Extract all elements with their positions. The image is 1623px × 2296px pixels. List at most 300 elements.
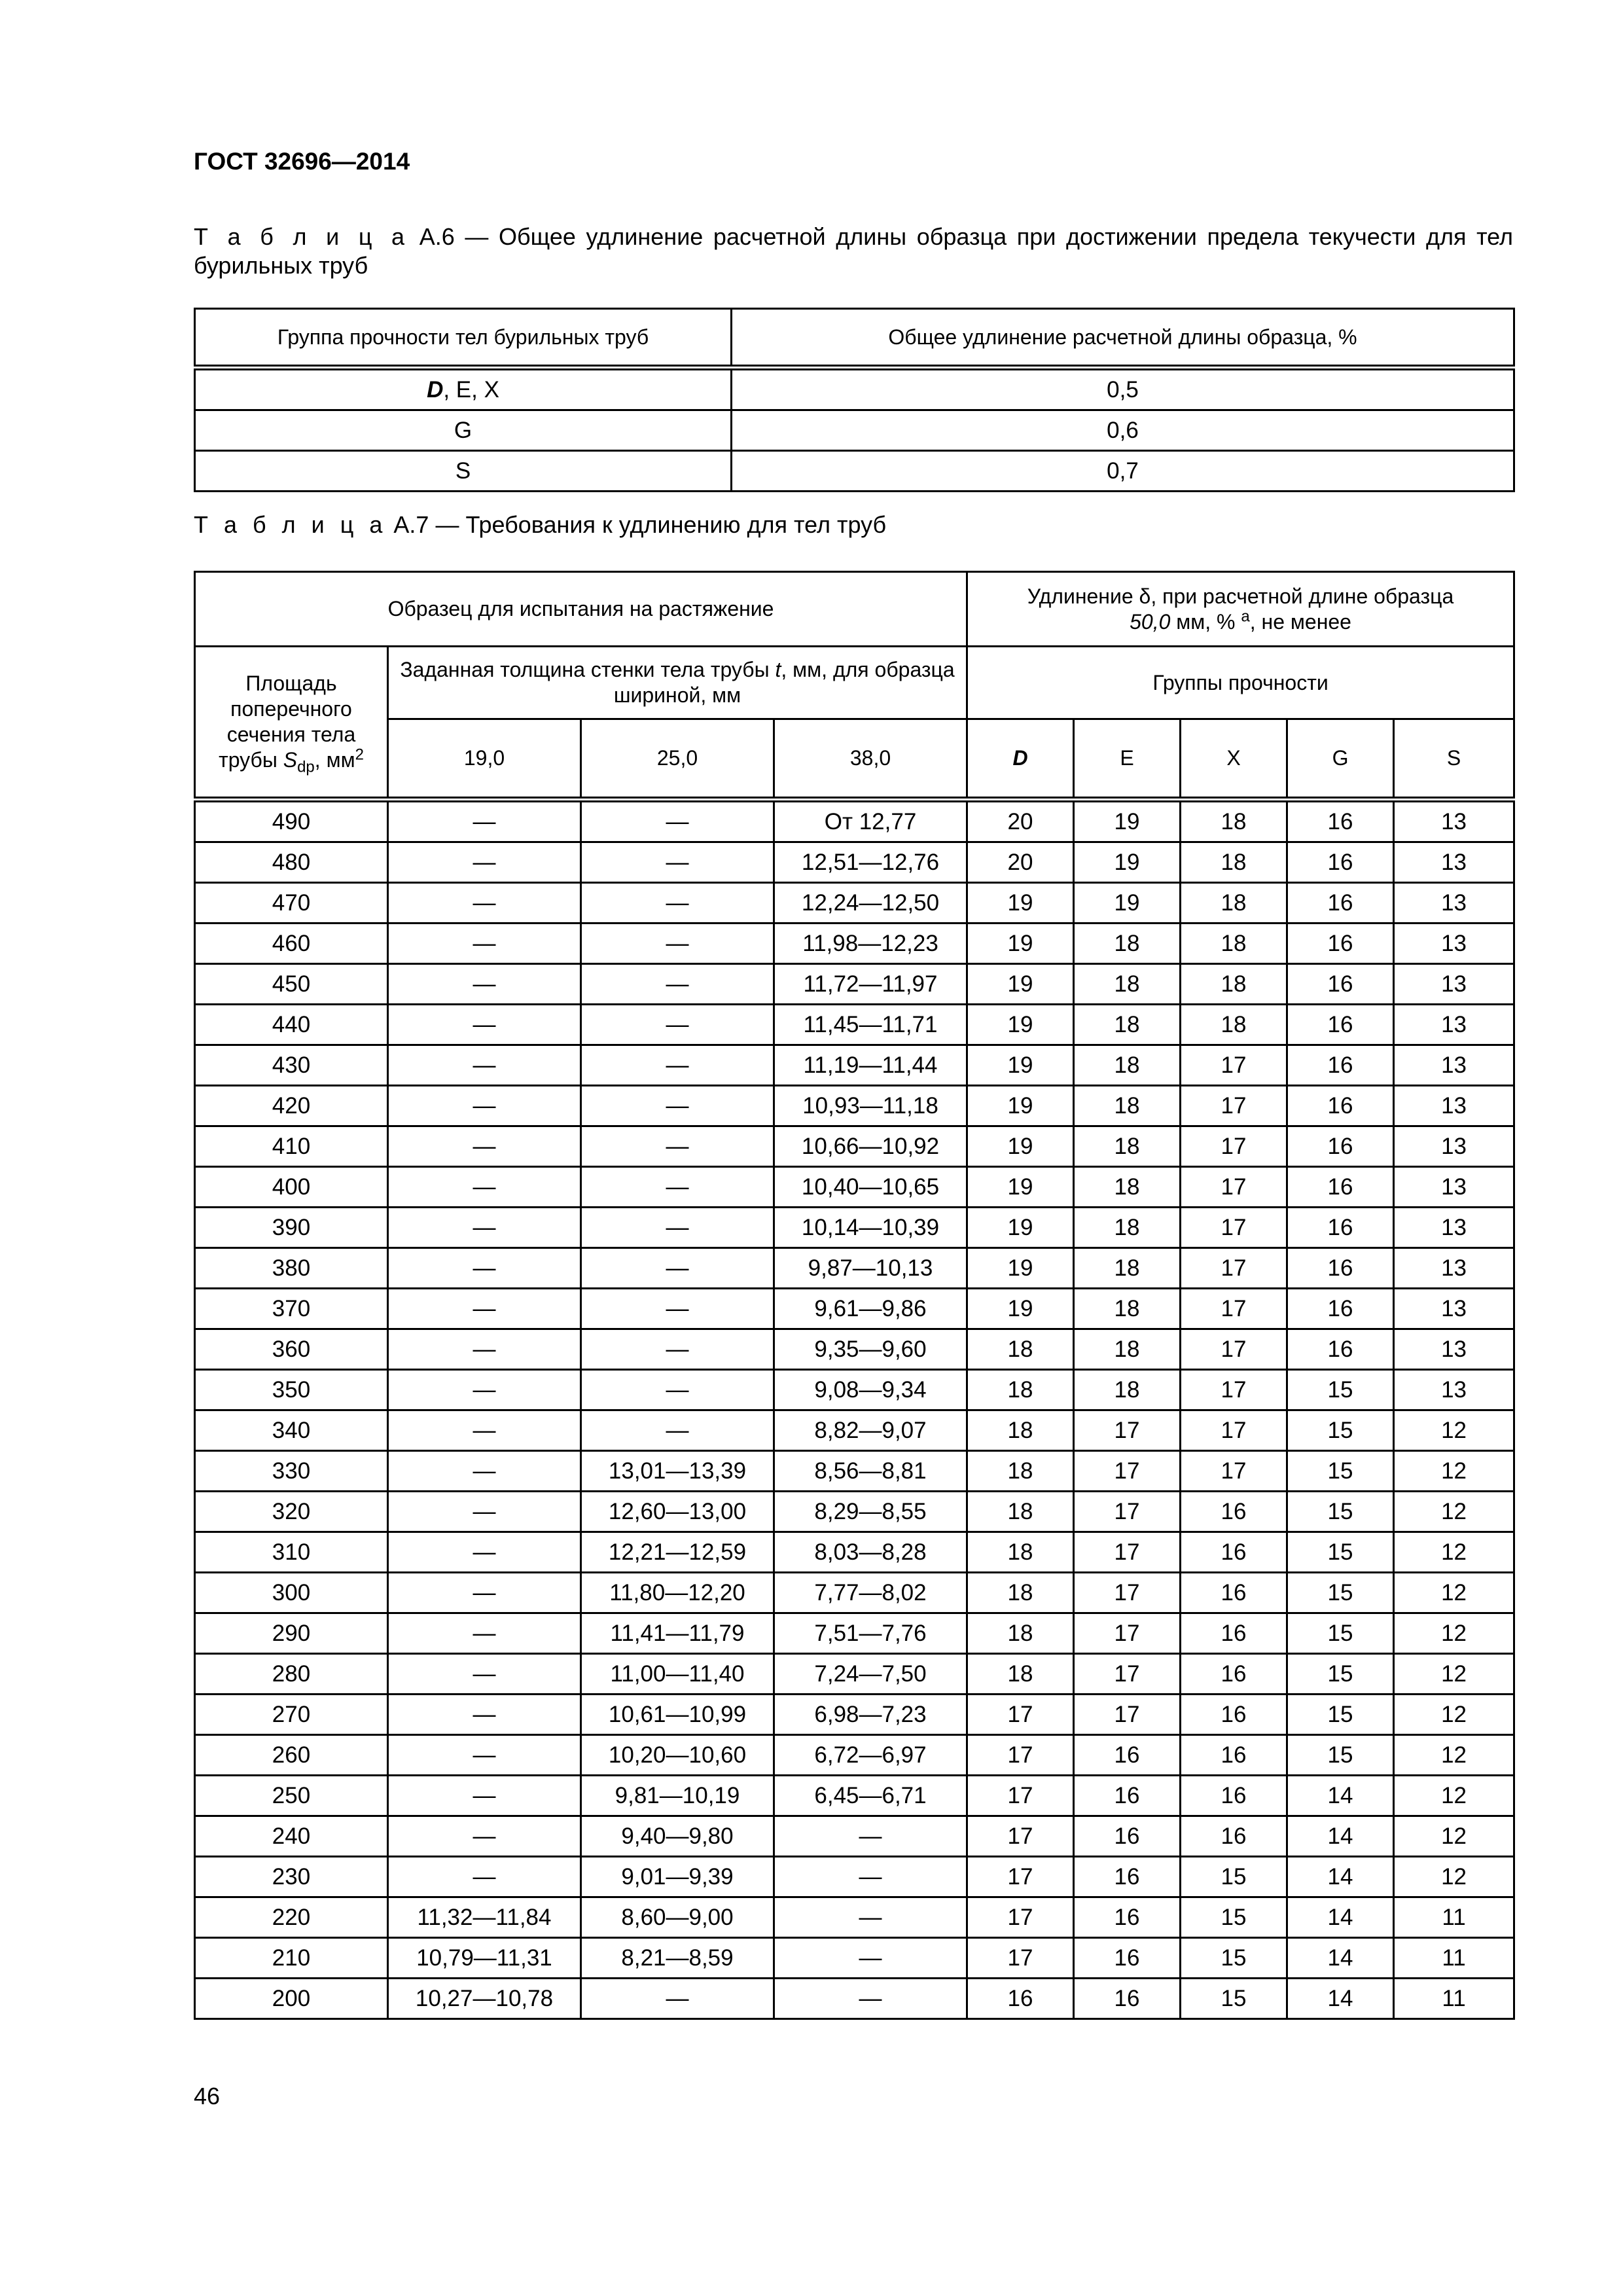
thickness-25-cell: 11,80—12,20: [581, 1573, 774, 1613]
grade-s-cell: 12: [1394, 1451, 1514, 1492]
area-cell: 420: [195, 1086, 388, 1126]
thickness-38-cell: —: [774, 1979, 967, 2019]
grade-g-cell: 15: [1287, 1410, 1394, 1451]
grade-d-cell: 19: [967, 1167, 1074, 1208]
table-row: [195, 1492, 1514, 1532]
grade-d-cell: 17: [967, 1857, 1074, 1897]
grade-s-cell: 12: [1394, 1492, 1514, 1532]
area-cell: 410: [195, 1126, 388, 1167]
table-row: [195, 1248, 1514, 1289]
table-a7-caption-text: — Требования к удлинению для тел труб: [435, 511, 887, 538]
area-cell: 210: [195, 1938, 388, 1979]
area-cell: 360: [195, 1329, 388, 1370]
thickness-25-cell: —: [581, 1086, 774, 1126]
area-cell: 370: [195, 1289, 388, 1329]
grade-e-cell: 18: [1074, 1167, 1181, 1208]
grade-g-cell: 16: [1287, 1248, 1394, 1289]
header-width-38: 38,0: [774, 719, 967, 800]
thickness-25-cell: 9,01—9,39: [581, 1857, 774, 1897]
grade-g-cell: 15: [1287, 1573, 1394, 1613]
area-cell: 330: [195, 1451, 388, 1492]
thickness-38-cell: 7,24—7,50: [774, 1654, 967, 1695]
header-area-superscript: 2: [355, 745, 364, 764]
area-cell: 260: [195, 1735, 388, 1776]
grade-e-cell: 18: [1074, 1329, 1181, 1370]
thickness-25-cell: —: [581, 1005, 774, 1045]
header-elongation: [967, 572, 1514, 647]
table-a6-value-cell: 0,6: [732, 410, 1514, 451]
thickness-19-cell: 11,32—11,84: [388, 1897, 581, 1938]
grade-d-cell: 17: [967, 1695, 1074, 1735]
table-row: [195, 1208, 1514, 1248]
header-grade-x: X: [1181, 719, 1287, 800]
grade-s-cell: 12: [1394, 1613, 1514, 1654]
grade-x-cell: 16: [1181, 1532, 1287, 1573]
thickness-38-cell: 10,93—11,18: [774, 1086, 967, 1126]
grade-s-cell: 13: [1394, 883, 1514, 924]
grade-x-cell: 15: [1181, 1857, 1287, 1897]
thickness-25-cell: 8,21—8,59: [581, 1938, 774, 1979]
grade-d-cell: 18: [967, 1410, 1074, 1451]
thickness-38-cell: 9,87—10,13: [774, 1248, 967, 1289]
thickness-25-cell: —: [581, 1208, 774, 1248]
grade-s-cell: 12: [1394, 1776, 1514, 1816]
grade-s-cell: 12: [1394, 1410, 1514, 1451]
thickness-38-cell: —: [774, 1857, 967, 1897]
table-row: [195, 964, 1514, 1005]
grade-x-cell: 16: [1181, 1654, 1287, 1695]
thickness-38-cell: 7,77—8,02: [774, 1573, 967, 1613]
grade-x-cell: 17: [1181, 1370, 1287, 1410]
table-row: [195, 1410, 1514, 1451]
thickness-19-cell: —: [388, 1492, 581, 1532]
header-thickness-symbol: t: [775, 658, 781, 681]
grade-s-cell: 11: [1394, 1897, 1514, 1938]
thickness-38-cell: 8,56—8,81: [774, 1451, 967, 1492]
grade-s-cell: 13: [1394, 800, 1514, 842]
grade-d-cell: 19: [967, 1045, 1074, 1086]
grade-s-cell: 13: [1394, 1086, 1514, 1126]
thickness-25-cell: 12,21—12,59: [581, 1532, 774, 1573]
grade-s-cell: 13: [1394, 842, 1514, 883]
grade-g-cell: 14: [1287, 1776, 1394, 1816]
grade-e-cell: 18: [1074, 1248, 1181, 1289]
header-width-19: 19,0: [388, 719, 581, 800]
grade-g-cell: 14: [1287, 1857, 1394, 1897]
thickness-25-cell: —: [581, 883, 774, 924]
area-cell: 450: [195, 964, 388, 1005]
grade-g-cell: 16: [1287, 1329, 1394, 1370]
grade-e-cell: 16: [1074, 1938, 1181, 1979]
grade-d-cell: 20: [967, 800, 1074, 842]
table-a6-col-group: Группа прочности тел бурильных труб: [195, 309, 732, 368]
grade-g-cell: 14: [1287, 1979, 1394, 2019]
table-a6-group-cell: [195, 451, 732, 492]
grade-s-cell: 11: [1394, 1938, 1514, 1979]
grade-s-cell: 13: [1394, 1005, 1514, 1045]
grade-x-cell: 17: [1181, 1208, 1287, 1248]
grade-s-cell: 13: [1394, 1167, 1514, 1208]
grade-e-cell: 17: [1074, 1573, 1181, 1613]
table-row: [195, 1695, 1514, 1735]
grade-e-cell: 16: [1074, 1735, 1181, 1776]
grade-s-cell: 13: [1394, 964, 1514, 1005]
thickness-38-cell: 9,35—9,60: [774, 1329, 967, 1370]
thickness-38-cell: 6,72—6,97: [774, 1735, 967, 1776]
grade-s-cell: 13: [1394, 924, 1514, 964]
thickness-38-cell: 8,82—9,07: [774, 1410, 967, 1451]
table-a6-group-cell: [195, 410, 732, 451]
table-a6-caption-number: А.6: [419, 223, 455, 250]
grade-g-cell: 14: [1287, 1816, 1394, 1857]
grade-x-cell: 16: [1181, 1695, 1287, 1735]
table-a6-row: [195, 368, 1514, 410]
header-area-units: , мм: [314, 748, 355, 772]
thickness-38-cell: 10,66—10,92: [774, 1126, 967, 1167]
grade-e-cell: 16: [1074, 1897, 1181, 1938]
grade-d-cell: 17: [967, 1938, 1074, 1979]
grade-x-cell: 15: [1181, 1897, 1287, 1938]
thickness-25-cell: —: [581, 924, 774, 964]
grade-x-cell: 17: [1181, 1045, 1287, 1086]
header-grade-g: G: [1287, 719, 1394, 800]
thickness-19-cell: 10,79—11,31: [388, 1938, 581, 1979]
grade-x-cell: 18: [1181, 883, 1287, 924]
table-a6-row: [195, 410, 1514, 451]
grade-d-cell: 19: [967, 924, 1074, 964]
grade-s-cell: 12: [1394, 1816, 1514, 1857]
grade-g-cell: 16: [1287, 1208, 1394, 1248]
grade-s-cell: 13: [1394, 1289, 1514, 1329]
grade-x-cell: 17: [1181, 1126, 1287, 1167]
thickness-25-cell: —: [581, 1289, 774, 1329]
thickness-19-cell: —: [388, 1695, 581, 1735]
thickness-38-cell: 6,98—7,23: [774, 1695, 967, 1735]
grade-g-cell: 14: [1287, 1897, 1394, 1938]
grade-x-cell: 17: [1181, 1329, 1287, 1370]
table-a7: [194, 571, 1515, 2020]
thickness-25-cell: —: [581, 1329, 774, 1370]
group-bold-label: D: [427, 376, 444, 403]
grade-g-cell: 16: [1287, 964, 1394, 1005]
thickness-38-cell: 9,61—9,86: [774, 1289, 967, 1329]
grade-e-cell: 17: [1074, 1654, 1181, 1695]
area-cell: 240: [195, 1816, 388, 1857]
grade-e-cell: 19: [1074, 883, 1181, 924]
table-a7-body: [195, 800, 1514, 2019]
thickness-19-cell: —: [388, 1126, 581, 1167]
grade-x-cell: 18: [1181, 964, 1287, 1005]
grade-e-cell: 19: [1074, 800, 1181, 842]
thickness-19-cell: —: [388, 1410, 581, 1451]
group-label: , E, X: [443, 376, 499, 403]
table-row: [195, 924, 1514, 964]
grade-d-cell: 19: [967, 1208, 1074, 1248]
table-a6: [194, 308, 1515, 492]
table-row: [195, 1979, 1514, 2019]
area-cell: 340: [195, 1410, 388, 1451]
thickness-38-cell: 11,45—11,71: [774, 1005, 967, 1045]
area-cell: 430: [195, 1045, 388, 1086]
grade-g-cell: 16: [1287, 883, 1394, 924]
thickness-38-cell: —: [774, 1938, 967, 1979]
header-thickness-units: , мм, для образца шириной, мм: [613, 658, 955, 707]
table-row: [195, 1573, 1514, 1613]
thickness-19-cell: —: [388, 1086, 581, 1126]
grade-e-cell: 18: [1074, 1126, 1181, 1167]
thickness-19-cell: —: [388, 1167, 581, 1208]
table-row: [195, 800, 1514, 842]
area-cell: 460: [195, 924, 388, 964]
grade-d-cell: 20: [967, 842, 1074, 883]
grade-e-cell: 17: [1074, 1613, 1181, 1654]
grade-d-cell: 19: [967, 1086, 1074, 1126]
area-cell: 290: [195, 1613, 388, 1654]
grade-d-cell: 19: [967, 1289, 1074, 1329]
grade-d-cell: 18: [967, 1613, 1074, 1654]
group-label: S: [455, 457, 471, 484]
thickness-19-cell: —: [388, 1208, 581, 1248]
thickness-25-cell: —: [581, 964, 774, 1005]
grade-g-cell: 16: [1287, 1005, 1394, 1045]
table-row: [195, 1005, 1514, 1045]
area-cell: 390: [195, 1208, 388, 1248]
thickness-25-cell: 11,41—11,79: [581, 1613, 774, 1654]
thickness-25-cell: —: [581, 1979, 774, 2019]
grade-s-cell: 13: [1394, 1329, 1514, 1370]
grade-e-cell: 17: [1074, 1410, 1181, 1451]
header-cross-section-area: [195, 647, 388, 800]
grade-g-cell: 16: [1287, 1045, 1394, 1086]
header-area-symbol: S: [283, 748, 298, 772]
thickness-25-cell: —: [581, 1248, 774, 1289]
area-cell: 310: [195, 1532, 388, 1573]
grade-x-cell: 17: [1181, 1167, 1287, 1208]
grade-d-cell: 19: [967, 1005, 1074, 1045]
thickness-38-cell: 6,45—6,71: [774, 1776, 967, 1816]
thickness-38-cell: 10,40—10,65: [774, 1167, 967, 1208]
thickness-19-cell: —: [388, 1613, 581, 1654]
table-row: [195, 883, 1514, 924]
thickness-25-cell: —: [581, 842, 774, 883]
table-row: [195, 1451, 1514, 1492]
table-a6-caption-text: — Общее удлинение расчетной длины образца при достижении предела текучести для тел бурильных труб: [194, 223, 1513, 279]
thickness-19-cell: —: [388, 1776, 581, 1816]
grade-e-cell: 16: [1074, 1816, 1181, 1857]
grade-g-cell: 16: [1287, 842, 1394, 883]
thickness-19-cell: —: [388, 800, 581, 842]
grade-s-cell: 13: [1394, 1126, 1514, 1167]
grade-e-cell: 16: [1074, 1776, 1181, 1816]
table-row: [195, 1654, 1514, 1695]
table-a6-value-cell: 0,5: [732, 368, 1514, 410]
thickness-19-cell: —: [388, 964, 581, 1005]
thickness-19-cell: —: [388, 924, 581, 964]
thickness-19-cell: —: [388, 1654, 581, 1695]
grade-x-cell: 18: [1181, 800, 1287, 842]
grade-e-cell: 16: [1074, 1857, 1181, 1897]
grade-g-cell: 16: [1287, 1126, 1394, 1167]
grade-x-cell: 17: [1181, 1410, 1287, 1451]
grade-d-cell: 19: [967, 1126, 1074, 1167]
thickness-25-cell: —: [581, 1126, 774, 1167]
thickness-25-cell: 13,01—13,39: [581, 1451, 774, 1492]
grade-e-cell: 17: [1074, 1532, 1181, 1573]
thickness-19-cell: —: [388, 1451, 581, 1492]
grade-d-cell: 17: [967, 1735, 1074, 1776]
table-row: [195, 842, 1514, 883]
grade-s-cell: 13: [1394, 1045, 1514, 1086]
grade-d-cell: 18: [967, 1370, 1074, 1410]
grade-d-cell: 17: [967, 1816, 1074, 1857]
grade-x-cell: 16: [1181, 1492, 1287, 1532]
table-row: [195, 1735, 1514, 1776]
thickness-38-cell: 11,98—12,23: [774, 924, 967, 964]
thickness-38-cell: —: [774, 1897, 967, 1938]
grade-s-cell: 12: [1394, 1735, 1514, 1776]
table-row: [195, 1370, 1514, 1410]
thickness-19-cell: —: [388, 883, 581, 924]
header-tensile-sample: Образец для испытания на растяжение: [195, 572, 967, 647]
table-a6-caption: [194, 223, 1513, 280]
table-row: [195, 1329, 1514, 1370]
thickness-25-cell: —: [581, 1167, 774, 1208]
grade-d-cell: 18: [967, 1573, 1074, 1613]
table-a6-row: [195, 451, 1514, 492]
grade-e-cell: 18: [1074, 1045, 1181, 1086]
table-row: [195, 1857, 1514, 1897]
area-cell: 440: [195, 1005, 388, 1045]
thickness-25-cell: 10,20—10,60: [581, 1735, 774, 1776]
thickness-19-cell: —: [388, 1735, 581, 1776]
grade-s-cell: 12: [1394, 1695, 1514, 1735]
grade-e-cell: 18: [1074, 1370, 1181, 1410]
header-area-text: Площадь поперечного сечения тела трубы: [219, 672, 356, 772]
grade-e-cell: 18: [1074, 1086, 1181, 1126]
grade-g-cell: 15: [1287, 1451, 1394, 1492]
grade-g-cell: 15: [1287, 1695, 1394, 1735]
table-a7-caption-number: А.7: [393, 511, 429, 538]
table-row: [195, 1776, 1514, 1816]
grade-g-cell: 16: [1287, 1289, 1394, 1329]
grade-x-cell: 17: [1181, 1289, 1287, 1329]
thickness-25-cell: 9,40—9,80: [581, 1816, 774, 1857]
thickness-19-cell: —: [388, 1532, 581, 1573]
thickness-19-cell: —: [388, 1289, 581, 1329]
table-row: [195, 1289, 1514, 1329]
grade-e-cell: 16: [1074, 1979, 1181, 2019]
grade-d-cell: 19: [967, 1248, 1074, 1289]
area-cell: 200: [195, 1979, 388, 2019]
grade-e-cell: 18: [1074, 1289, 1181, 1329]
header-area-subscript: dp: [297, 758, 315, 776]
table-row: [195, 1938, 1514, 1979]
grade-g-cell: 15: [1287, 1492, 1394, 1532]
thickness-38-cell: 10,14—10,39: [774, 1208, 967, 1248]
header-elongation-min: , не менее: [1249, 609, 1351, 634]
grade-e-cell: 17: [1074, 1451, 1181, 1492]
thickness-25-cell: —: [581, 800, 774, 842]
grade-x-cell: 17: [1181, 1248, 1287, 1289]
table-row: [195, 1045, 1514, 1086]
grade-x-cell: 16: [1181, 1776, 1287, 1816]
grade-g-cell: 15: [1287, 1654, 1394, 1695]
grade-x-cell: 16: [1181, 1613, 1287, 1654]
grade-x-cell: 16: [1181, 1573, 1287, 1613]
thickness-19-cell: 10,27—10,78: [388, 1979, 581, 2019]
grade-g-cell: 15: [1287, 1370, 1394, 1410]
thickness-25-cell: 11,00—11,40: [581, 1654, 774, 1695]
area-cell: 400: [195, 1167, 388, 1208]
table-a6-caption-label: Т а б л и ц а: [194, 223, 410, 250]
grade-s-cell: 11: [1394, 1979, 1514, 2019]
area-cell: 470: [195, 883, 388, 924]
thickness-19-cell: —: [388, 842, 581, 883]
grade-e-cell: 18: [1074, 964, 1181, 1005]
thickness-25-cell: —: [581, 1410, 774, 1451]
grade-s-cell: 12: [1394, 1532, 1514, 1573]
grade-x-cell: 17: [1181, 1086, 1287, 1126]
grade-e-cell: 18: [1074, 924, 1181, 964]
table-a7-caption-label: Т а б л и ц а: [194, 511, 387, 538]
grade-d-cell: 18: [967, 1532, 1074, 1573]
grade-d-cell: 19: [967, 883, 1074, 924]
table-row: [195, 1167, 1514, 1208]
thickness-19-cell: —: [388, 1370, 581, 1410]
grade-x-cell: 18: [1181, 842, 1287, 883]
document-header: ГОСТ 32696—2014: [194, 148, 410, 175]
table-row: [195, 1532, 1514, 1573]
grade-g-cell: 15: [1287, 1613, 1394, 1654]
header-elongation-length: 50,0: [1130, 609, 1171, 634]
thickness-38-cell: 8,03—8,28: [774, 1532, 967, 1573]
grade-x-cell: 16: [1181, 1816, 1287, 1857]
page-number: 46: [194, 2083, 221, 2109]
thickness-38-cell: 9,08—9,34: [774, 1370, 967, 1410]
thickness-19-cell: —: [388, 1248, 581, 1289]
table-a6-col-elongation: Общее удлинение расчетной длины образца, %: [732, 309, 1514, 368]
thickness-19-cell: —: [388, 1045, 581, 1086]
grade-d-cell: 18: [967, 1451, 1074, 1492]
thickness-38-cell: —: [774, 1816, 967, 1857]
table-row: [195, 1816, 1514, 1857]
grade-x-cell: 15: [1181, 1979, 1287, 2019]
thickness-25-cell: 12,60—13,00: [581, 1492, 774, 1532]
thickness-19-cell: —: [388, 1573, 581, 1613]
header-width-25: 25,0: [581, 719, 774, 800]
grade-d-cell: 18: [967, 1492, 1074, 1532]
thickness-25-cell: 9,81—10,19: [581, 1776, 774, 1816]
header-grade-d: D: [967, 719, 1074, 800]
area-cell: 380: [195, 1248, 388, 1289]
grade-s-cell: 12: [1394, 1654, 1514, 1695]
grade-x-cell: 18: [1181, 1005, 1287, 1045]
grade-g-cell: 16: [1287, 924, 1394, 964]
thickness-38-cell: 8,29—8,55: [774, 1492, 967, 1532]
area-cell: 300: [195, 1573, 388, 1613]
area-cell: 490: [195, 800, 388, 842]
grade-g-cell: 15: [1287, 1735, 1394, 1776]
grade-d-cell: 16: [967, 1979, 1074, 2019]
grade-e-cell: 17: [1074, 1492, 1181, 1532]
thickness-19-cell: —: [388, 1005, 581, 1045]
thickness-19-cell: —: [388, 1329, 581, 1370]
area-cell: 320: [195, 1492, 388, 1532]
table-row: [195, 1613, 1514, 1654]
thickness-25-cell: —: [581, 1370, 774, 1410]
thickness-38-cell: 12,51—12,76: [774, 842, 967, 883]
grade-d-cell: 17: [967, 1776, 1074, 1816]
